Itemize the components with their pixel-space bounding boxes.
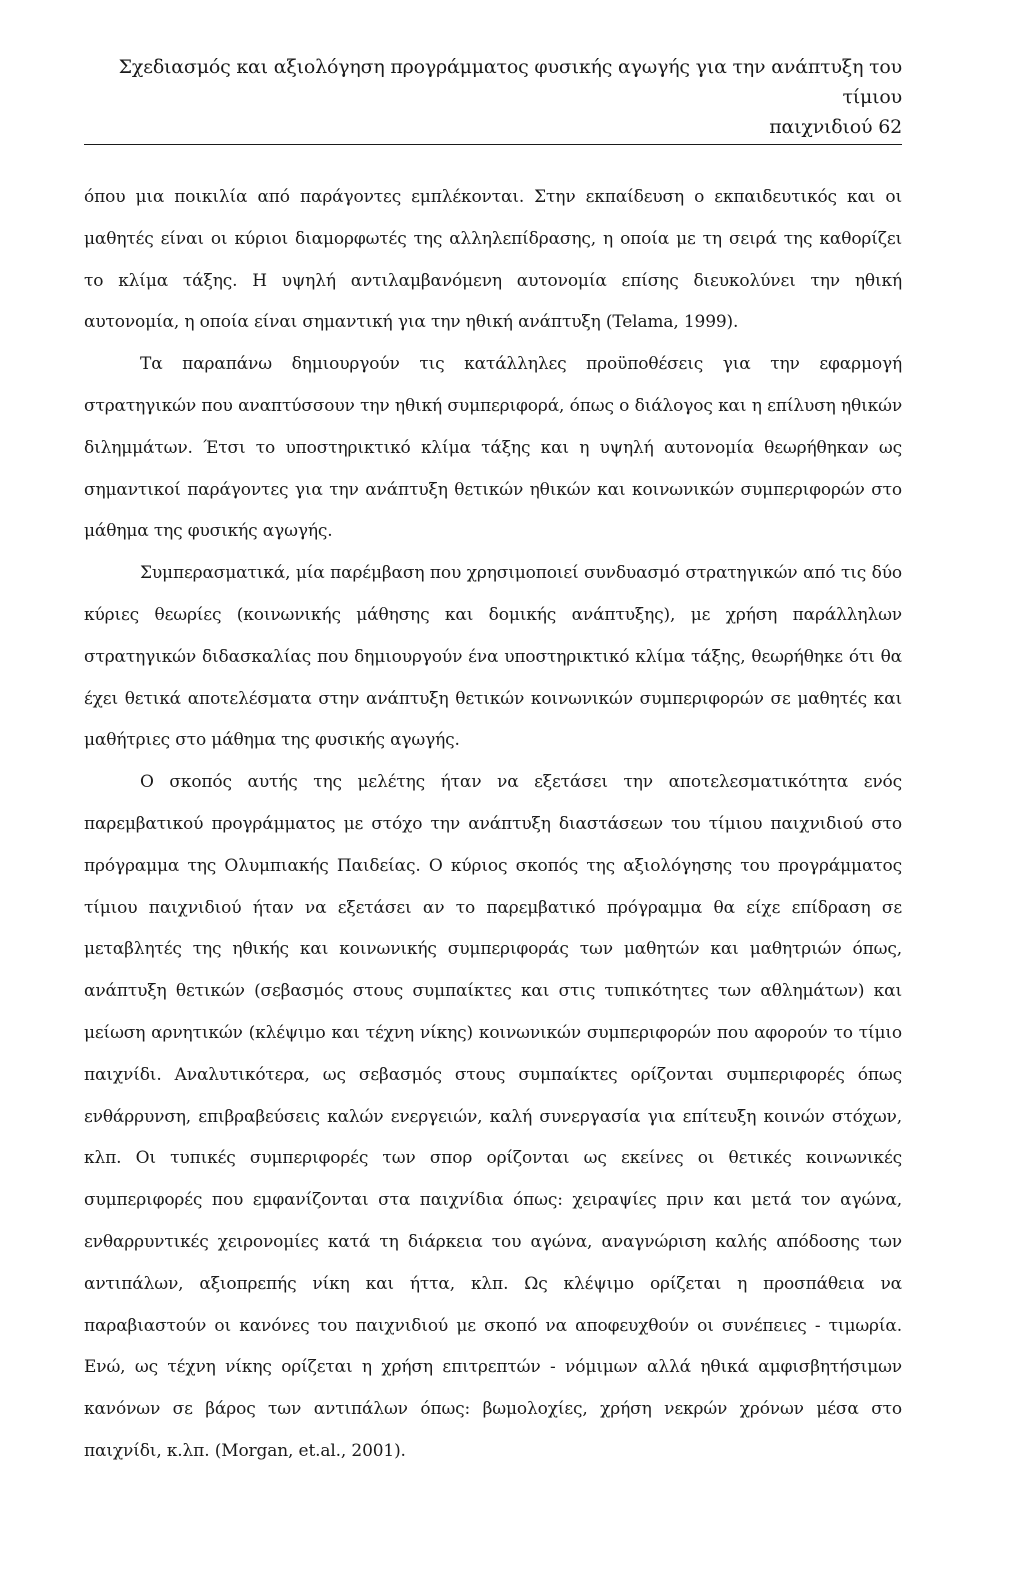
paragraph-3: Συμπερασματικά, μία παρέμβαση που χρησιμοποιεί συνδυασμό στρατηγικών από τις δύο κύριες θεωρίες (κοινωνικής μάθησης και δομικής ανάπτυξης), με χρήση παράλληλων στρατηγικών διδασκαλίας που δημιουργούν ένα υποστηρικτικό κλίμα τάξης, θεωρήθηκε ότι θα έχει θετικά αποτελέσματα στην ανάπτυξη θετικών κοινωνικών συμπεριφορών σε μαθητές και μαθήτριες στο μάθημα της φυσικής αγωγής. (84, 563, 902, 751)
running-header-title-continued: παιχνιδιού 62 (769, 116, 902, 138)
paragraph-4: Ο σκοπός αυτής της μελέτης ήταν να εξετάσει την αποτελεσματικότητα ενός παρεμβατικού προγράμματος με στόχο την ανάπτυξη διαστάσεων του τίμιου παιχνιδιού στο πρόγραμμα της Ολυμπιακής Παιδείας. Ο κύριος σκοπός της αξιολόγησης του προγράμματος τίμιου παιχνιδιού ήταν να εξετάσει αν το παρεμβατικό πρόγραμμα θα είχε επίδραση σε μεταβλητές της ηθικής και κοινωνικής συμπεριφοράς των μαθητών και μαθητριών όπως, ανάπτυξη θετικών (σεβασμός στους συμπαίκτες και στις τυπικότητες των αθλημάτων) και μείωση αρνητικών (κλέψιμο και τέχνη νίκης) κοινωνικών συμπεριφορών που αφορούν το τίμιο παιχνίδι. Αναλυτικότερα, ως σεβασμός στους συμπαίκτες ορίζονται συμπεριφορές όπως ενθάρρυνση, επιβραβεύσεις καλών ενεργειών, καλή συνεργασία για επίτευξη κοινών στόχων, κλπ. Οι τυπικές συμπεριφορές των σπορ ορίζονται ως εκείνες οι θετικές κοινωνικές συμπεριφορές που εμφανίζονται στα παιχνίδια όπως: χειραψίες πριν και μετά τον αγώνα, ενθαρρυντικές χειρονομίες κατά τη διάρκεια του αγώνα, αναγνώριση καλής απόδοσης των αντιπάλων, αξιοπρεπής νίκη και ήττα, κλπ. Ως κλέψιμο ορίζεται η προσπάθεια να παραβιαστούν οι κανόνες του παιχνιδιού με σκοπό να αποφευχθούν οι συνέπειες - τιμωρία. Ενώ, ως τέχνη νίκης ορίζεται η χρήση επιτρεπτών - νόμιμων αλλά ηθικά αμφισβητήσιμων κανόνων σε βάρος των αντιπάλων όπως: βωμολοχίες, χρήση νεκρών χρόνων μέσα στο παιχνίδι, κ.λπ. (Morgan, et.al., 2001). (84, 772, 902, 1461)
document-page (84, 52, 902, 1473)
running-header-title: Σχεδιασμός και αξιολόγηση προγράμματος φυσικής αγωγής για την ανάπτυξη του τίμιου (118, 56, 902, 108)
body-text (84, 177, 902, 1473)
paragraph-1: όπου μια ποικιλία από παράγοντες εμπλέκονται. Στην εκπαίδευση ο εκπαιδευτικός και οι μαθητές είναι οι κύριοι διαμορφωτές της αλληλεπίδρασης, η οποία με τη σειρά της καθορίζει το κλίμα τάξης. Η υψηλή αντιλαμβανόμενη αυτονομία επίσης διευκολύνει την ηθική αυτονομία, η οποία είναι σημαντική για την ηθική ανάπτυξη (Telama, 1999). (84, 187, 902, 333)
paragraph-2: Τα παραπάνω δημιουργούν τις κατάλληλες προϋποθέσεις για την εφαρμογή στρατηγικών που αναπτύσσουν την ηθική συμπεριφορά, όπως ο διάλογος και η επίλυση ηθικών διλημμάτων. Έτσι το υποστηρικτικό κλίμα τάξης και η υψηλή αυτονομία θεωρήθηκαν ως σημαντικοί παράγοντες για την ανάπτυξη θετικών ηθικών και κοινωνικών συμπεριφορών στο μάθημα της φυσικής αγωγής. (84, 354, 902, 542)
running-header (84, 52, 902, 142)
header-rule (84, 144, 902, 145)
